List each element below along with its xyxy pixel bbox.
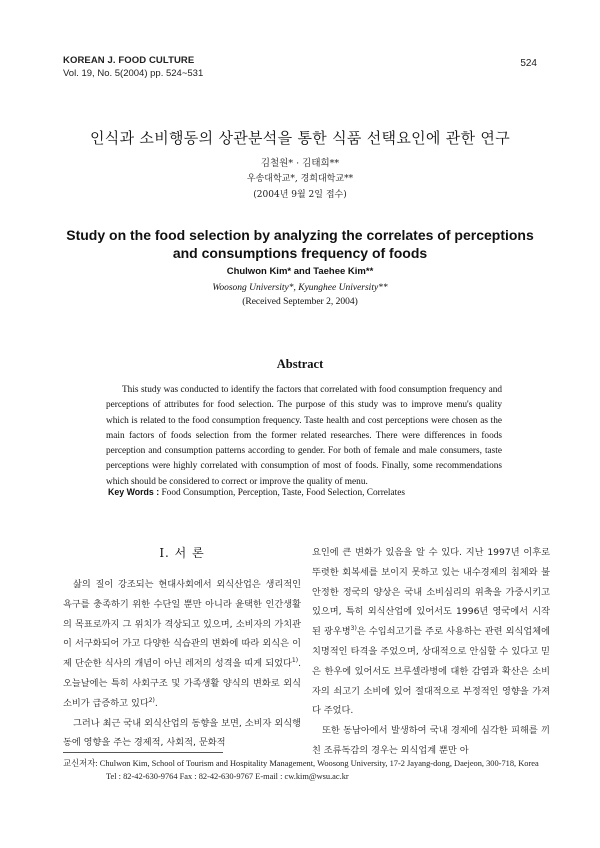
body-column-left — [63, 575, 301, 753]
keywords-list: Food Consumption, Perception, Taste, Food Selection, Correlates — [161, 488, 405, 498]
footnote-divider — [63, 752, 223, 753]
paragraph: 그러나 최근 국내 외식산업의 동향을 보면, 소비자 외식행동에 영향을 주는 경제적, 사회적, 문화적 — [63, 717, 301, 749]
korean-title: 인식과 소비행동의 상관분석을 통한 식품 선택요인에 관한 연구 — [89, 129, 511, 147]
reference-marker: 3) — [350, 625, 357, 633]
section-heading: I. 서 론 — [159, 546, 205, 560]
paragraph: 삶의 질이 강조되는 현대사회에서 외식산업은 생리적인 욕구를 충족하기 위한 수단일 뿐만 아니라 윤택한 인간생활의 목표로까지 그 위치가 격상되고 있으며, 소비자의 가치관이 서구화되어 가고 다양한 식습관의 변화에 따라 외식은 이제 단순한 식사의 개념이 아닌 레저의 성격을 띠게 되었다$^{1)}$. 오늘날에는 특히 사회구조 및 가족생활 양식의 변화로 외식소비가 급증하고 있다$^{2)}$. — [63, 579, 301, 709]
english-received: (Received September 2, 2004) — [242, 297, 358, 307]
abstract-heading: Abstract — [276, 357, 324, 371]
keywords-label: Key Words : — [108, 487, 160, 497]
english-authors: Chulwon Kim* and Taehee Kim** — [226, 266, 374, 277]
journal-header — [63, 54, 203, 80]
korean-affiliations: 우송대학교*, 경희대학교** — [246, 174, 354, 184]
journal-name: KOREAN J. FOOD CULTURE — [63, 55, 195, 66]
correspondence-contact: Tel : 82-42-630-9764 Fax : 82-42-630-9767 E-mail : cw.kim@wsu.ac.kr — [106, 772, 349, 781]
english-affiliations: Woosong University*, Kyunghee University** — [212, 283, 388, 293]
correspondence-footnote — [63, 757, 563, 783]
keywords — [108, 487, 405, 498]
korean-authors: 김철원* · 김태희** — [260, 158, 340, 169]
korean-received: (2004년 9월 2일 접수) — [253, 190, 347, 200]
reference-marker: 1) — [291, 657, 299, 665]
body-column-right — [312, 543, 550, 761]
correspondence-address: 교신저자: Chulwon Kim, School of Tourism and Hospitality Management, Woosong University, 17-2 Jayang-dong, Daejeon, 300-718, Korea — [63, 759, 539, 768]
paragraph: 요인에 큰 변화가 있음을 알 수 있다. 지난 1997년 이후로 뚜렷한 회복세를 보이지 못하고 있는 내수경제의 침체와 불안정한 정국의 양상은 국내 소비심리의 위축을 가중시키고 있으며, 특히 외식산업에 있어서도 1996년 영국에서 시작된 광우병$^{3)}$은 수입쇠고기를 주로 사용하는 관련 외식업체에 치명적인 타격을 주었으며, 상대적으로 안심할 수 있다고 믿은 한우에 있어서도 브루셀라병에 대한 감염과 확산은 소비자의 쇠고기 소비에 있어 절대적으로 부정적인 영향을 가져다 주었다. — [312, 547, 550, 717]
paragraph: 또한 동남아에서 발생하여 국내 경제에 심각한 피해를 끼친 조류독감의 경우는 외식업계 뿐만 아 — [312, 725, 550, 756]
english-title: Study on the food selection by analyzing the correlates of perceptions and consumptions frequency of foods — [66, 227, 534, 261]
reference-marker: 2) — [148, 696, 155, 704]
volume-info: Vol. 19, No. 5(2004) pp. 524~531 — [63, 68, 204, 79]
abstract-text: This study was conducted to identify the factors that correlated with food consumption frequency and perceptions of attributes for food selection. The purpose of this study was to improve menu's quality which is related to the food consumption frequency. Taste health and cost perceptions were chosen as the main factors of foods selection from the former related researches. There were differences in foods perception and consumption patterns according to gender. For both of female and male consumers, taste perceptions were highly correlated with consumption of most of foods. Finally, some recommendations which should be considered to correct or improve the quality of menu. — [106, 385, 502, 487]
page-number: 524 — [520, 58, 537, 69]
